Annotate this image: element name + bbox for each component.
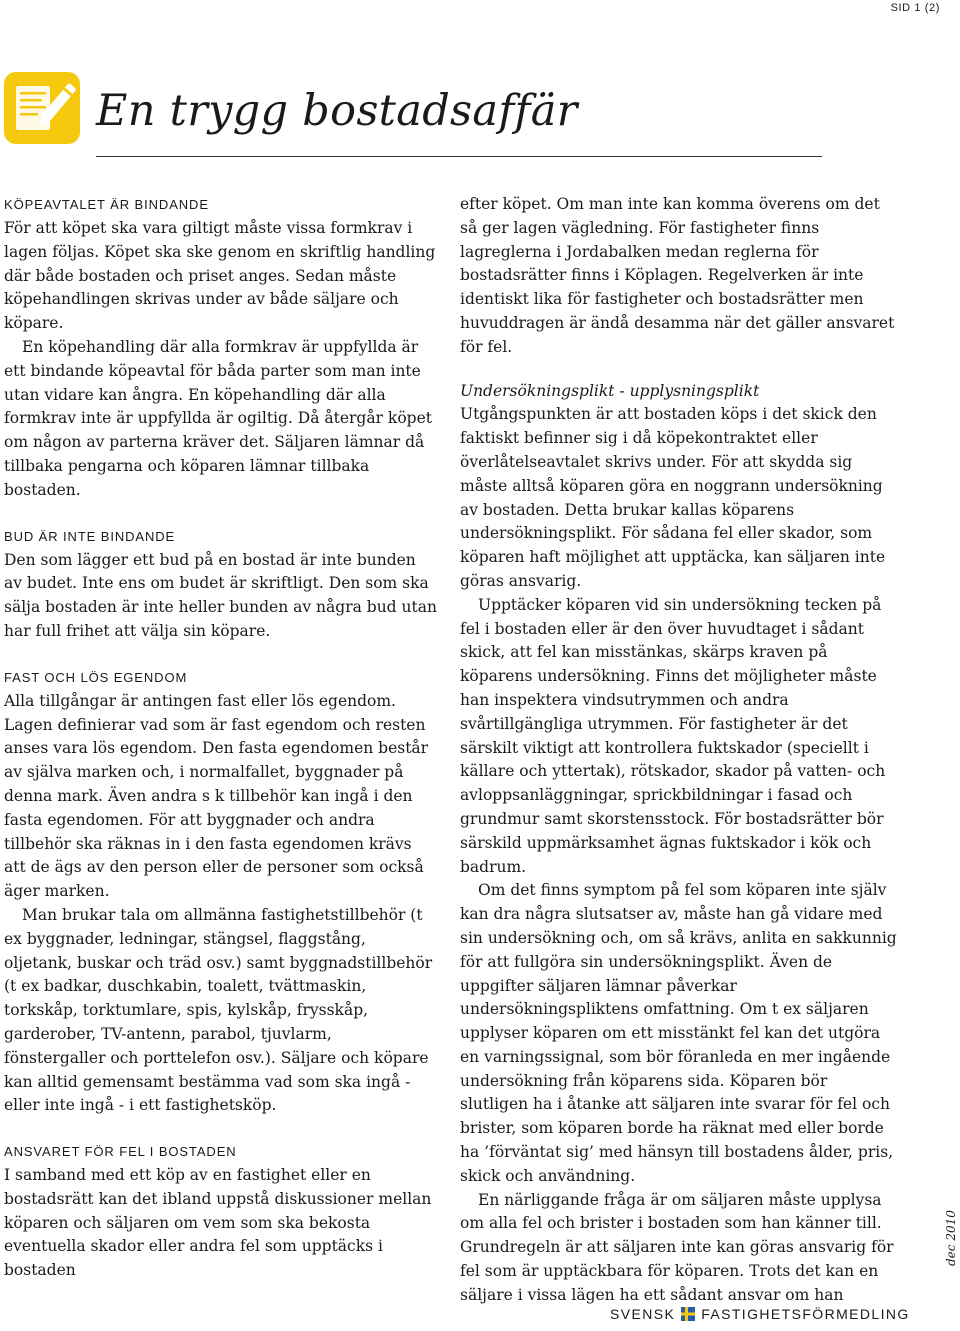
date-tag: dec 2010 <box>944 1210 958 1266</box>
page-title: En trygg bostadsaffär <box>96 86 578 136</box>
page-number: SID 1 (2) <box>890 2 940 14</box>
paragraph: Om det finns symptom på fel som köparen inte själv kan dra några slutsatser av, måste han gå vidare med sin undersökning och, om så krävs, anlita en sakkunnig för att fullgöra sin undersökningsplikt. Även de uppgifter säljaren lämnar påverkar undersökningspliktens omfattning. Om t ex säljaren upplyser köparen om ett misstänkt fel kan det utgöra en varningssignal, som bör föranleda en mer ingående undersökning från köparens sida. Köparen bör slutligen ha i åtanke att säljaren inte svarar för fel och brister, som köparen borde ha räknat med eller borde ha ’förväntat sig’ med hänsyn till bostadens ålder, pris, skick och användning. <box>460 881 897 1185</box>
brand-text-right: FASTIGHETSFÖRMEDLING <box>701 1306 910 1322</box>
paragraph: Alla tillgångar är antingen fast eller lös egendom. Lagen definierar vad som är fast egendom och resten anses vara lös egendom. Den fasta egendomen består av själva marken och, i normalfallet, byggnader på denna mark. Även andra s k tillbehör kan ingå i den fasta egendomen. För att byggnader och andra tillbehör ska räknas in i den fasta egendomen krävs att de ägs av den person eller de personer som också äger marken. <box>4 691 429 901</box>
document-pencil-icon <box>4 72 80 144</box>
paragraph: En köpehandling där alla formkrav är uppfyllda är ett bindande köpeavtal för båda parter som man inte utan vidare kan ångra. En köpehandling där alla formkrav inte är uppfyllda är ogiltig. Då återgår köpet om någon av parterna kräver det. Säljaren lämnar då tillbaka pengarna och köparen lämnar tillbaka bostaden. <box>4 337 432 499</box>
section-heading-bud: BUD ÄR INTE BINDANDE <box>4 528 176 544</box>
brand-text-left: SVENSK <box>610 1306 676 1322</box>
subheading-undersokningsplikt: Undersökningsplikt - upplysningsplikt <box>460 381 760 400</box>
swedish-flag-icon <box>681 1307 695 1321</box>
section-heading-kopeavtalet: KÖPEAVTALET ÄR BINDANDE <box>4 197 209 212</box>
section-heading-fast-los-egendom: FAST OCH LÖS EGENDOM <box>4 669 188 685</box>
title-divider <box>96 156 822 157</box>
paragraph: För att köpet ska vara giltigt måste vissa formkrav i lagen följas. Köpet ska ske genom en skriftlig handling där både bostaden och priset anges. Sedan måste köpehandlingen skrivas under av både säljare och köpare. <box>4 219 436 333</box>
paragraph: efter köpet. Om man inte kan komma överens om det så ger lagen vägledning. För fastigheter finns lagreglerna i Jordabalken medan reglerna för bostadsrätter finns i Köplagen. Regelverken är inte identiskt lika för fastigheter och bostadsrätter men huvuddragen är ändå desamma när det gäller ansvaret för fel. <box>460 195 895 356</box>
paragraph: Upptäcker köparen vid sin undersökning tecken på fel i bostaden eller är den över huvudtaget i sådant skick, att fel kan misstänkas, skärps kraven på köparens undersökning. Finns det möjligheter måste han inspektera vindsutrymmen och andra svårtillgängliga utrymmen. För fastigheter är det särskilt viktigt att kontrollera fuktskador (speciellt i källare och yttertak), rötskador, skador på vatten- och avloppsanläggningar, sprickbildningar i fasad och grundmur samt skorstensstock. För bostadsrätter bör särskild uppmärksamhet ägnas fuktskador i kök och badrum. <box>460 595 886 876</box>
left-column <box>4 193 438 1283</box>
paragraph: Utgångspunkten är att bostaden köps i det skick den faktiskt befinner sig i då köpekontraktet eller överlåtelseavtalet skrivs under. För att skydda sig måste alltså köparen göra en noggrann undersökning av bostaden. Detta brukar kallas köparens undersökningsplikt. För sådana fel eller skador, som köparen haft möjlighet att upptäcka, kan säljaren inte göras ansvarig. <box>460 405 886 590</box>
right-column <box>460 193 898 1308</box>
paragraph: I samband med ett köp av en fastighet eller en bostadsrätt kan det ibland uppstå diskussioner mellan köparen och säljaren om vem som ska bekosta eventuella skador eller andra fel som upptäcks i bostaden <box>4 1166 432 1280</box>
paragraph: En närliggande fråga är om säljaren måste upplysa om alla fel och brister i bostaden som han känner till. Grundregeln är att säljaren inte kan göras ansvarig för fel som är upptäckbara för köparen. Trots det kan en säljare i vissa lägen ha ett sådant ansvar om han <box>460 1190 894 1304</box>
brand-logo <box>610 1306 910 1322</box>
paragraph: Den som lägger ett bud på en bostad är inte bunden av budet. Inte ens om budet är skriftligt. Den som ska sälja bostaden är inte heller bunden av några bud utan har full frihet att välja sin köpare. <box>4 550 437 640</box>
paragraph: Man brukar tala om allmänna fastighetstillbehör (t ex byggnader, ledningar, stängsel, flaggstång, oljetank, buskar och träd osv.) samt byggnadstillbehör (t ex badkar, duschkabin, toalett, tvättmaskin, torkskåp, torktumlare, spis, kylskåp, frysskåp, garderober, TV-antenn, parabol, tjuvlarm, fönstergaller och porttelefon osv.). Säljare och köpare kan alltid gemensamt bestämma vad som ska ingå - eller inte ingå - i ett fastighetsköp. <box>4 905 433 1115</box>
section-heading-ansvaret: ANSVARET FÖR FEL I BOSTADEN <box>4 1144 237 1160</box>
